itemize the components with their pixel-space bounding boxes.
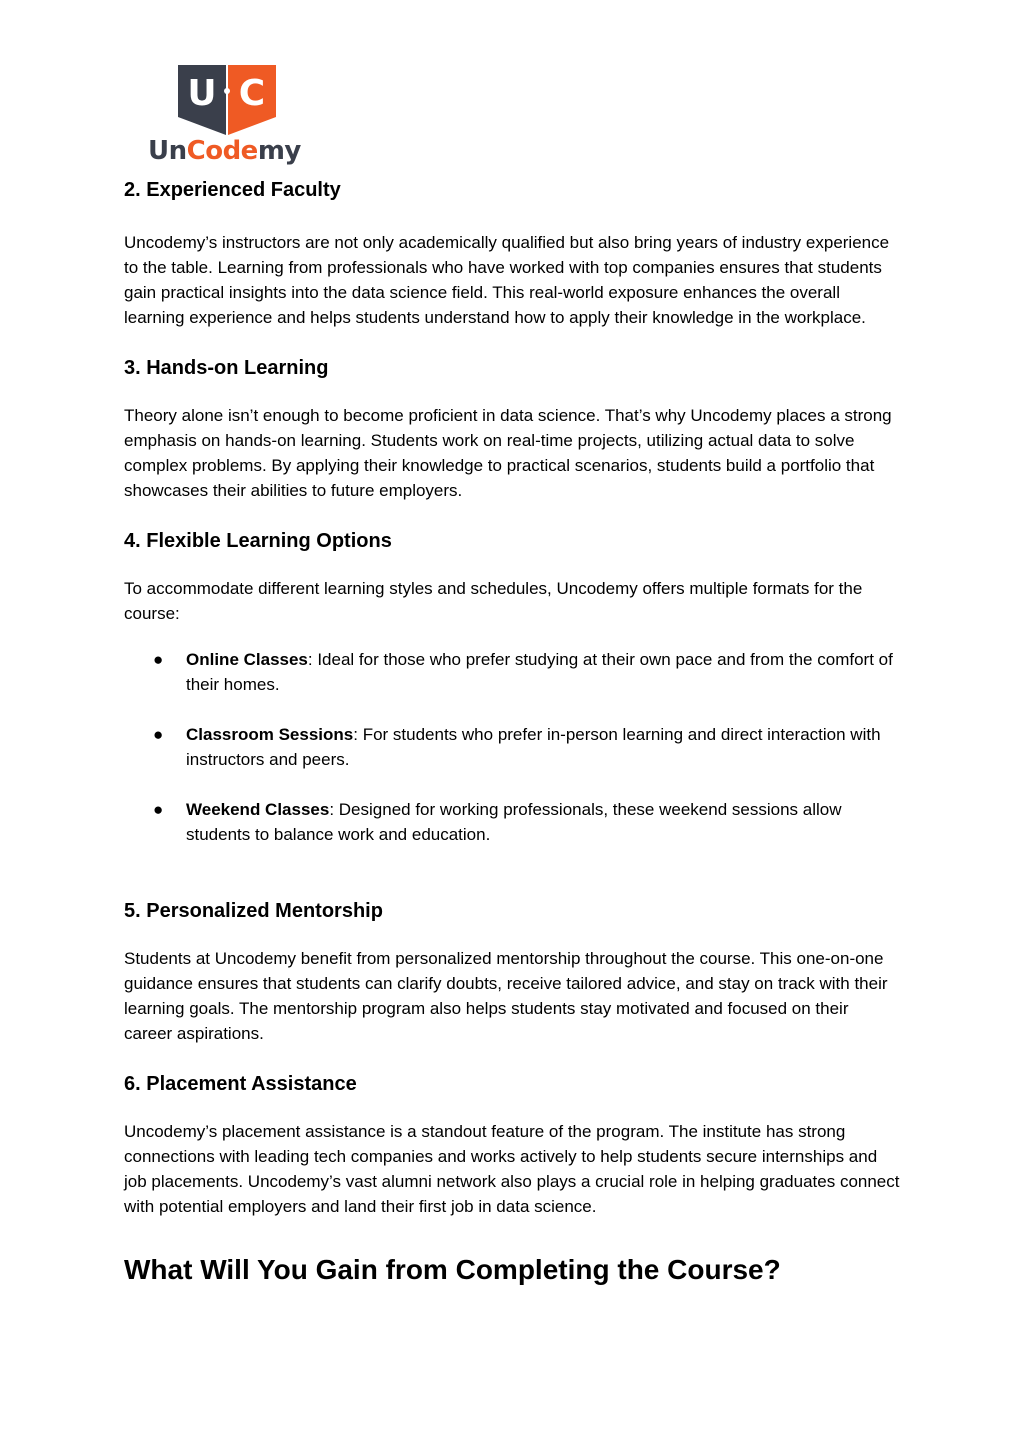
logo-wordmark-my: my [257,136,301,166]
logo-wordmark [148,136,301,166]
uncodemy-logo [148,65,308,167]
list-item-text: : Ideal for those who prefer studying at their own pace and from the comfort of their homes. [186,650,893,694]
bullet-icon: ● [153,725,164,744]
list-item-term: Classroom Sessions [186,725,354,744]
bullet-icon: ● [153,800,164,819]
list-item-text: : For students who prefer in-person learning and direct interaction with instructors and peers. [186,725,881,769]
final-heading: What Will You Gain from Completing the Course? [124,1254,781,1285]
list-item-term: Weekend Classes [186,800,330,819]
list-item-classroom-sessions [124,722,900,772]
list-item-term: Online Classes [186,650,308,669]
bullet-icon: ● [153,650,164,669]
learning-formats-list [124,647,900,847]
section-paragraph-hands-on-learning: Theory alone isn’t enough to become proficient in data science. That’s why Uncodemy places a strong emphasis on hands-on learning. Students work on real-time projects, utilizing actual data to solve complex problems. By applying their knowledge to practical scenarios, students build a portfolio that showcases their abilities to future employers. [124,406,892,500]
section-heading-flexible-learning: 4. Flexible Learning Options [124,530,392,552]
uncodemy-logo-mark [178,65,276,135]
logo-wordmark-code: Code [186,136,258,166]
section-paragraph-flexible-learning: To accommodate different learning styles and schedules, Uncodemy offers multiple formats for the course: [124,579,863,623]
section-paragraph-personalized-mentorship: Students at Uncodemy benefit from personalized mentorship throughout the course. This one-on-one guidance ensures that students can clarify doubts, receive tailored advice, and stay on track with their learning goals. The mentorship program also helps students stay motivated and focused on their career aspirations. [124,949,888,1043]
section-heading-personalized-mentorship: 5. Personalized Mentorship [124,900,383,922]
logo-mark-letter-u: U [187,73,217,114]
section-heading-hands-on-learning: 3. Hands-on Learning [124,357,329,379]
section-heading-experienced-faculty: 2. Experienced Faculty [124,179,341,201]
section-paragraph-experienced-faculty: Uncodemy’s instructors are not only academically qualified but also bring years of industry experience to the table. Learning from professionals who have worked with top companies ensures that students gain practical insights into the data science field. This real-world exposure enhances the overall learning experience and helps students understand how to apply their knowledge in the workplace. [124,233,890,327]
document-body [124,176,900,1288]
list-item-weekend-classes [124,797,900,847]
list-item-online-classes [124,647,900,697]
section-paragraph-placement-assistance: Uncodemy’s placement assistance is a standout feature of the program. The institute has strong connections with leading tech companies and works actively to help students secure internships and job placements. Uncodemy’s vast alumni network also plays a crucial role in helping graduates connect with potential employers and land their first job in data science. [124,1122,900,1216]
logo-mark-letter-c: C [238,73,266,114]
list-item-text: : Designed for working professionals, these weekend sessions allow students to balance work and education. [186,800,842,844]
section-heading-placement-assistance: 6. Placement Assistance [124,1073,357,1095]
logo-wordmark-un: Un [148,136,187,166]
